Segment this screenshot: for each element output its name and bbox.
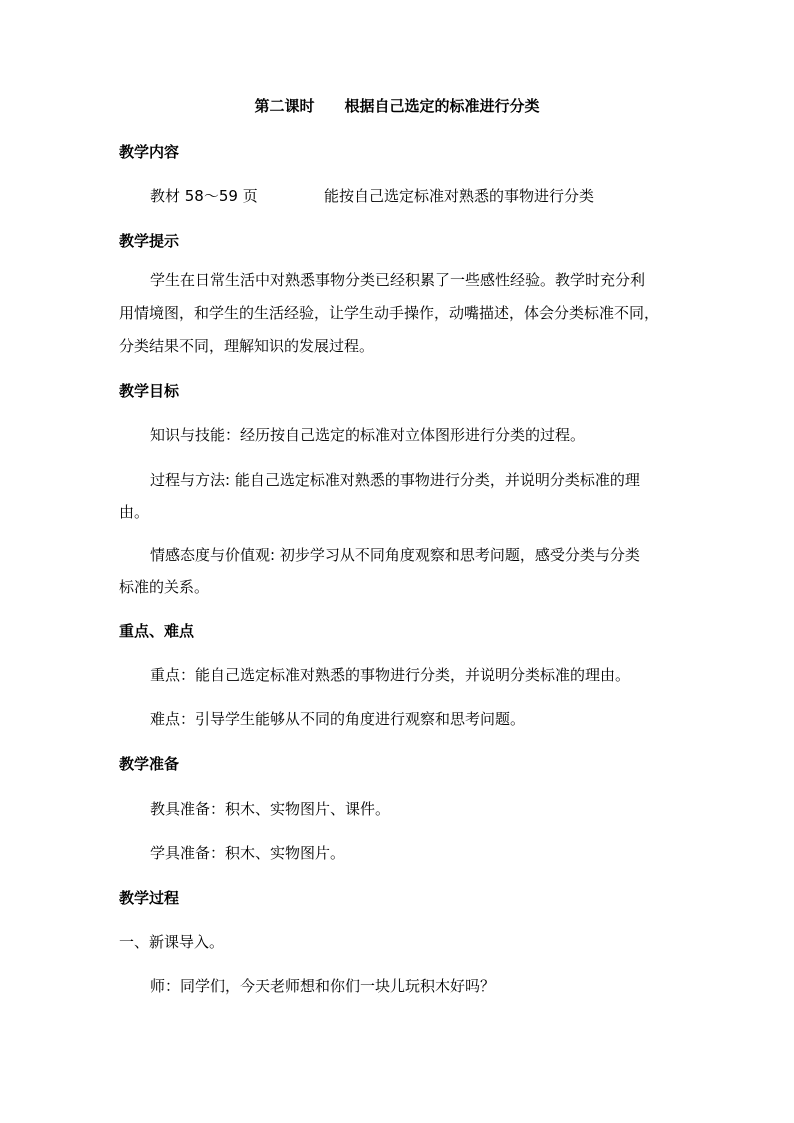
process-heading: 教学过程 (119, 889, 180, 907)
difficult-point: 难点：引导学生能够从不同的角度进行观察和思考问题。 (150, 710, 526, 728)
tips-line-3: 分类结果不同，理解知识的发展过程。 (119, 337, 375, 355)
goals-heading: 教学目标 (119, 382, 180, 400)
content-heading: 教学内容 (119, 143, 180, 161)
content-textbook: 教材 58～59 页 (150, 187, 258, 205)
key-point: 重点：能自己选定标准对熟悉的事物进行分类，并说明分类标准的理由。 (150, 666, 631, 684)
process-teacher-line: 师：同学们，今天老师想和你们一块儿玩积木好吗？ (150, 977, 496, 995)
content-line (150, 186, 594, 206)
goal-knowledge: 知识与技能：经历按自己选定的标准对立体图形进行分类的过程。 (150, 426, 586, 444)
tips-line-1: 学生在日常生活中对熟悉事物分类已经积累了一些感性经验。教学时充分利 (150, 271, 646, 289)
key-heading: 重点、难点 (119, 622, 195, 640)
goal-emotion-line-2: 标准的关系。 (119, 578, 210, 596)
content-desc: 能按自己选定标准对熟悉的事物进行分类 (324, 187, 595, 205)
goal-process-line-1: 过程与方法: 能自己选定标准对熟悉的事物进行分类，并说明分类标准的理 (150, 471, 640, 489)
goal-process-line-2: 由。 (119, 503, 150, 521)
prep-student: 学具准备：积木、实物图片。 (150, 844, 346, 862)
prep-teacher: 教具准备：积木、实物图片、课件。 (150, 800, 391, 818)
tips-line-2: 用情境图，和学生的生活经验，让学生动手操作，动嘴描述，体会分类标准不同， (119, 304, 660, 322)
lesson-topic: 根据自己选定的标准进行分类 (344, 97, 540, 115)
page-title (0, 96, 794, 116)
tips-heading: 教学提示 (119, 232, 180, 250)
lesson-number: 第二课时 (254, 97, 315, 115)
goal-emotion-line-1: 情感态度与价值观: 初步学习从不同角度观察和思考问题，感受分类与分类 (150, 546, 640, 564)
prep-heading: 教学准备 (119, 755, 180, 773)
process-step-1: 一、新课导入。 (119, 933, 225, 951)
